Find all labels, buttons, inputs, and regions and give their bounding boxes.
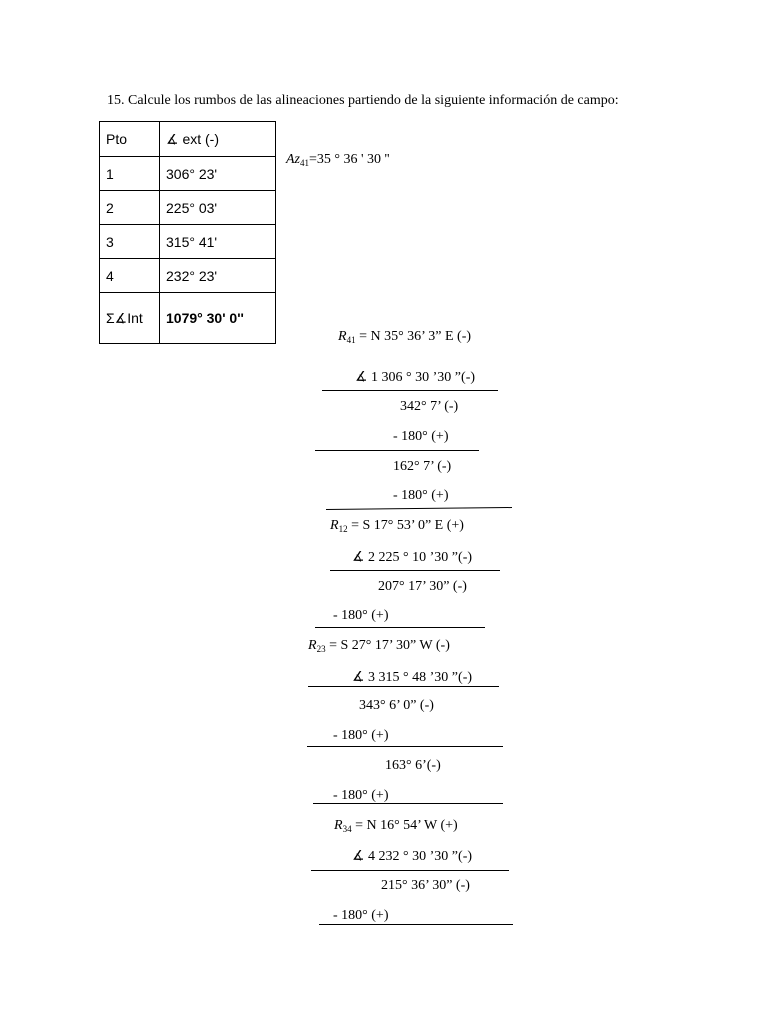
row-4-angle: 232° 23' — [160, 259, 276, 293]
work-line-7: $R_{12} = S$ 17° 53’ 0” E (+) — [330, 518, 464, 534]
azimuth-symbol: Az — [286, 152, 300, 167]
rule — [308, 686, 499, 687]
work-line-9: 207° 17’ 30” (-) — [378, 579, 467, 594]
rule — [307, 746, 503, 747]
row-2-point: 2 — [100, 191, 160, 225]
rule — [326, 507, 512, 510]
row-1-angle: 306° 23' — [160, 157, 276, 191]
work-line-18: ∡ 4 232 ° 30 ’30 ”(-) — [352, 849, 473, 864]
row-2-angle: 225° 03' — [160, 191, 276, 225]
work-line-1: $R_{41} = N$ 35° 36’ 3” E (-) — [338, 329, 472, 345]
header-angle: ∡ ext (-) — [160, 122, 276, 157]
row-1-point: 1 — [100, 157, 160, 191]
azimuth-value: =35 ° 36 ' 30 '' — [309, 152, 390, 167]
work-line-16: - 180° (+) — [333, 788, 389, 803]
azimuth-sub: 41 — [300, 158, 309, 168]
work-line-8: ∡ 2 225 ° 10 ’30 ”(-) — [352, 550, 473, 565]
total-value: 1079° 30' 0'' — [160, 293, 276, 344]
work-line-20: - 180° (+) — [333, 908, 389, 923]
rule — [313, 803, 503, 804]
work-line-10: - 180° (+) — [333, 608, 389, 623]
work-line-14: - 180° (+) — [333, 728, 389, 743]
azimuth-given — [286, 152, 390, 168]
row-3-angle: 315° 41' — [160, 225, 276, 259]
total-label: Σ∡Int — [100, 293, 160, 344]
rule — [319, 924, 513, 925]
work-line-13: 343° 6’ 0” (-) — [359, 698, 434, 713]
work-line-17: $R_{34} = N$ 16° 54’ W (+) — [334, 818, 458, 834]
rule — [311, 870, 509, 871]
rule — [330, 570, 500, 571]
field-data-table — [99, 121, 276, 344]
work-line-11: $R_{23} = S$ 27° 17’ 30” W (-) — [308, 638, 450, 654]
work-line-3: 342° 7’ (-) — [400, 399, 459, 414]
work-line-4: - 180° (+) — [393, 429, 449, 444]
row-4-point: 4 — [100, 259, 160, 293]
work-line-15: 163° 6’(-) — [385, 758, 441, 773]
row-3-point: 3 — [100, 225, 160, 259]
work-line-12: ∡ 3 315 ° 48 ’30 ”(-) — [352, 670, 473, 685]
header-pto: Pto — [100, 122, 160, 157]
rule — [315, 627, 485, 628]
work-line-6: - 180° (+) — [393, 488, 449, 503]
work-line-19: 215° 36’ 30” (-) — [381, 878, 470, 893]
problem-statement: 15. Calcule los rumbos de las alineaciones partiendo de la siguiente información de campo: — [107, 93, 619, 108]
work-line-2: ∡ 1 306 ° 30 ’30 ”(-) — [355, 370, 476, 385]
rule — [315, 450, 479, 451]
work-line-5: 162° 7’ (-) — [393, 459, 452, 474]
rule — [322, 390, 498, 391]
